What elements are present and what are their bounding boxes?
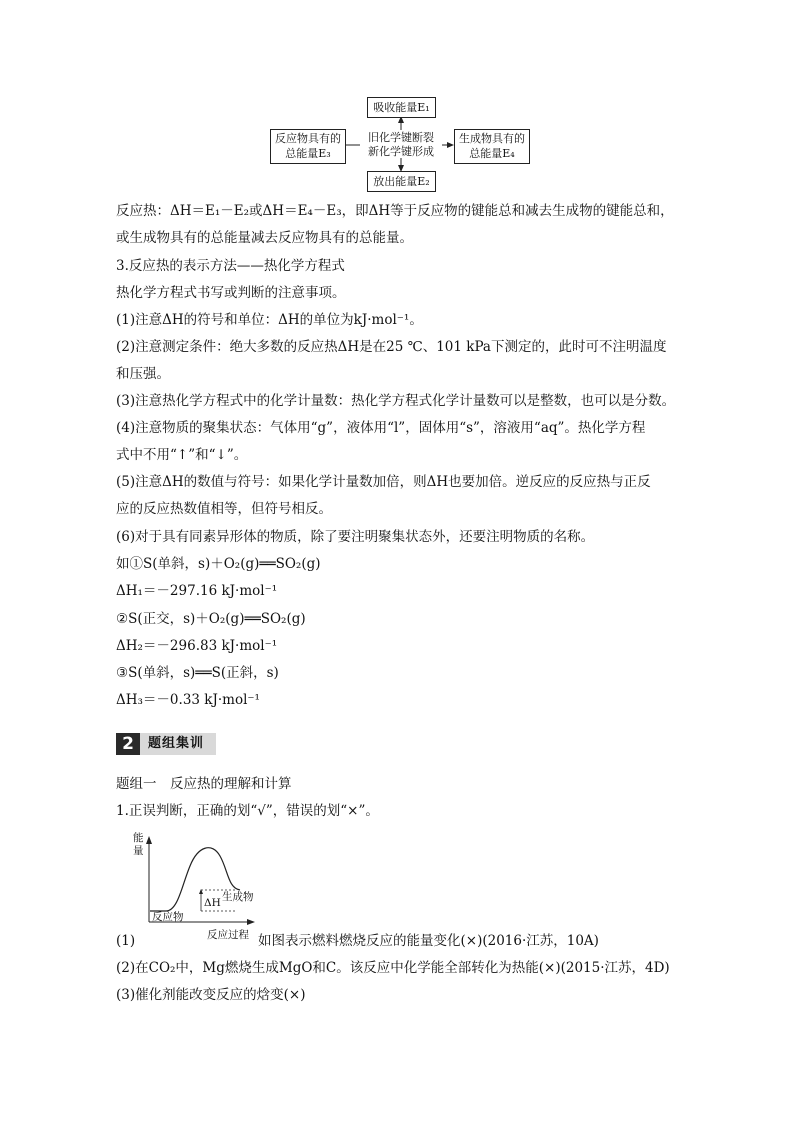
bond-break-text: 旧化学键断裂 bbox=[368, 131, 434, 144]
text-line-4: 热化学方程式书写或判断的注意事项。 bbox=[116, 285, 346, 301]
bond-form-text: 新化学键形成 bbox=[368, 145, 434, 158]
text-line-8: (3)注意热化学方程式中的化学计量数：热化学方程式化学计量数可以是整数，也可以是分数。 bbox=[116, 393, 676, 409]
group-heading: 题组一 反应热的理解和计算 bbox=[116, 776, 292, 792]
graph-reactant-label: 反应物 bbox=[152, 911, 184, 923]
graph-product-label: 生成物 bbox=[222, 891, 254, 903]
release-energy-label: 放出能量E₂ bbox=[373, 175, 430, 188]
section-number: 2 bbox=[116, 733, 140, 755]
graph-ylabel-1: 能 bbox=[133, 832, 144, 844]
text-line-18: ③S(单斜，s)══S(正斜，s) bbox=[116, 665, 279, 681]
product-energy-line1: 生成物具有的 bbox=[459, 132, 525, 145]
text-line-11: (5)注意ΔH的数值与符号：如果化学计量数加倍，则ΔH也要加倍。逆反应的反应热与正反 bbox=[116, 474, 651, 490]
text-line-7: 和压强。 bbox=[116, 366, 170, 382]
text-line-19: ΔH₃＝－0.33 kJ·mol⁻¹ bbox=[116, 692, 260, 708]
text-line-3: 3.反应热的表示方法——热化学方程式 bbox=[116, 258, 345, 274]
text-line-14: 如①S(单斜，s)＋O₂(g)══SO₂(g) bbox=[116, 556, 321, 572]
question-intro: 1.正误判断，正确的划“√”，错误的划“×”。 bbox=[116, 803, 379, 819]
text-line-10: 式中不用“↑”和“↓”。 bbox=[116, 447, 248, 463]
text-line-6: (2)注意测定条件：绝大多数的反应热ΔH是在25 ℃、101 kPa下测定的，此时可不注明温度 bbox=[116, 339, 667, 355]
text-line-17: ΔH₂＝－296.83 kJ·mol⁻¹ bbox=[116, 638, 278, 654]
graph-ylabel-2: 量 bbox=[133, 845, 144, 857]
text-line-12: 应的反应热数值相等，但符号相反。 bbox=[116, 501, 332, 517]
absorb-energy-label: 吸收能量E₁ bbox=[373, 101, 430, 114]
text-line-5: (1)注意ΔH的符号和单位：ΔH的单位为kJ·mol⁻¹。 bbox=[116, 312, 423, 328]
text-line-15: ΔH₁＝－297.16 kJ·mol⁻¹ bbox=[116, 583, 278, 599]
text-line-16: ②S(正交，s)＋O₂(g)══SO₂(g) bbox=[116, 611, 306, 627]
product-energy-line2: 总能量E₄ bbox=[469, 147, 515, 160]
question-1-text: 如图表示燃料燃烧反应的能量变化(×)(2016·江苏，10A) bbox=[258, 933, 599, 949]
graph-dh-label: ΔH bbox=[204, 897, 221, 909]
graph-xlabel: 反应过程 bbox=[207, 929, 249, 941]
question-3: (3)催化剂能改变反应的焓变(×) bbox=[116, 987, 306, 1003]
text-line-2: 或生成物具有的总能量减去反应物具有的总能量。 bbox=[116, 230, 413, 246]
reactant-energy-line1: 反应物具有的 bbox=[275, 132, 341, 145]
section-title: 题组集训 bbox=[148, 736, 205, 751]
text-line-9: (4)注意物质的聚集状态：气体用“g”，液体用“l”，固体用“s”，溶液用“aq”。热化学方程 bbox=[116, 420, 646, 436]
reactant-energy-line2: 总能量E₃ bbox=[285, 147, 331, 160]
text-line-1: 反应热：ΔH＝E₁－E₂或ΔH＝E₄－E₃，即ΔH等于反应物的键能总和减去生成物的键能总和， bbox=[116, 203, 674, 219]
text-line-13: (6)对于具有同素异形体的物质，除了要注明聚集状态外，还要注明物质的名称。 bbox=[116, 529, 595, 545]
question-2: (2)在CO₂中，Mg燃烧生成MgO和C。该反应中化学能全部转化为热能(×)(2015·江苏，4D) bbox=[116, 960, 670, 976]
question-1-prefix: (1) bbox=[116, 933, 136, 949]
